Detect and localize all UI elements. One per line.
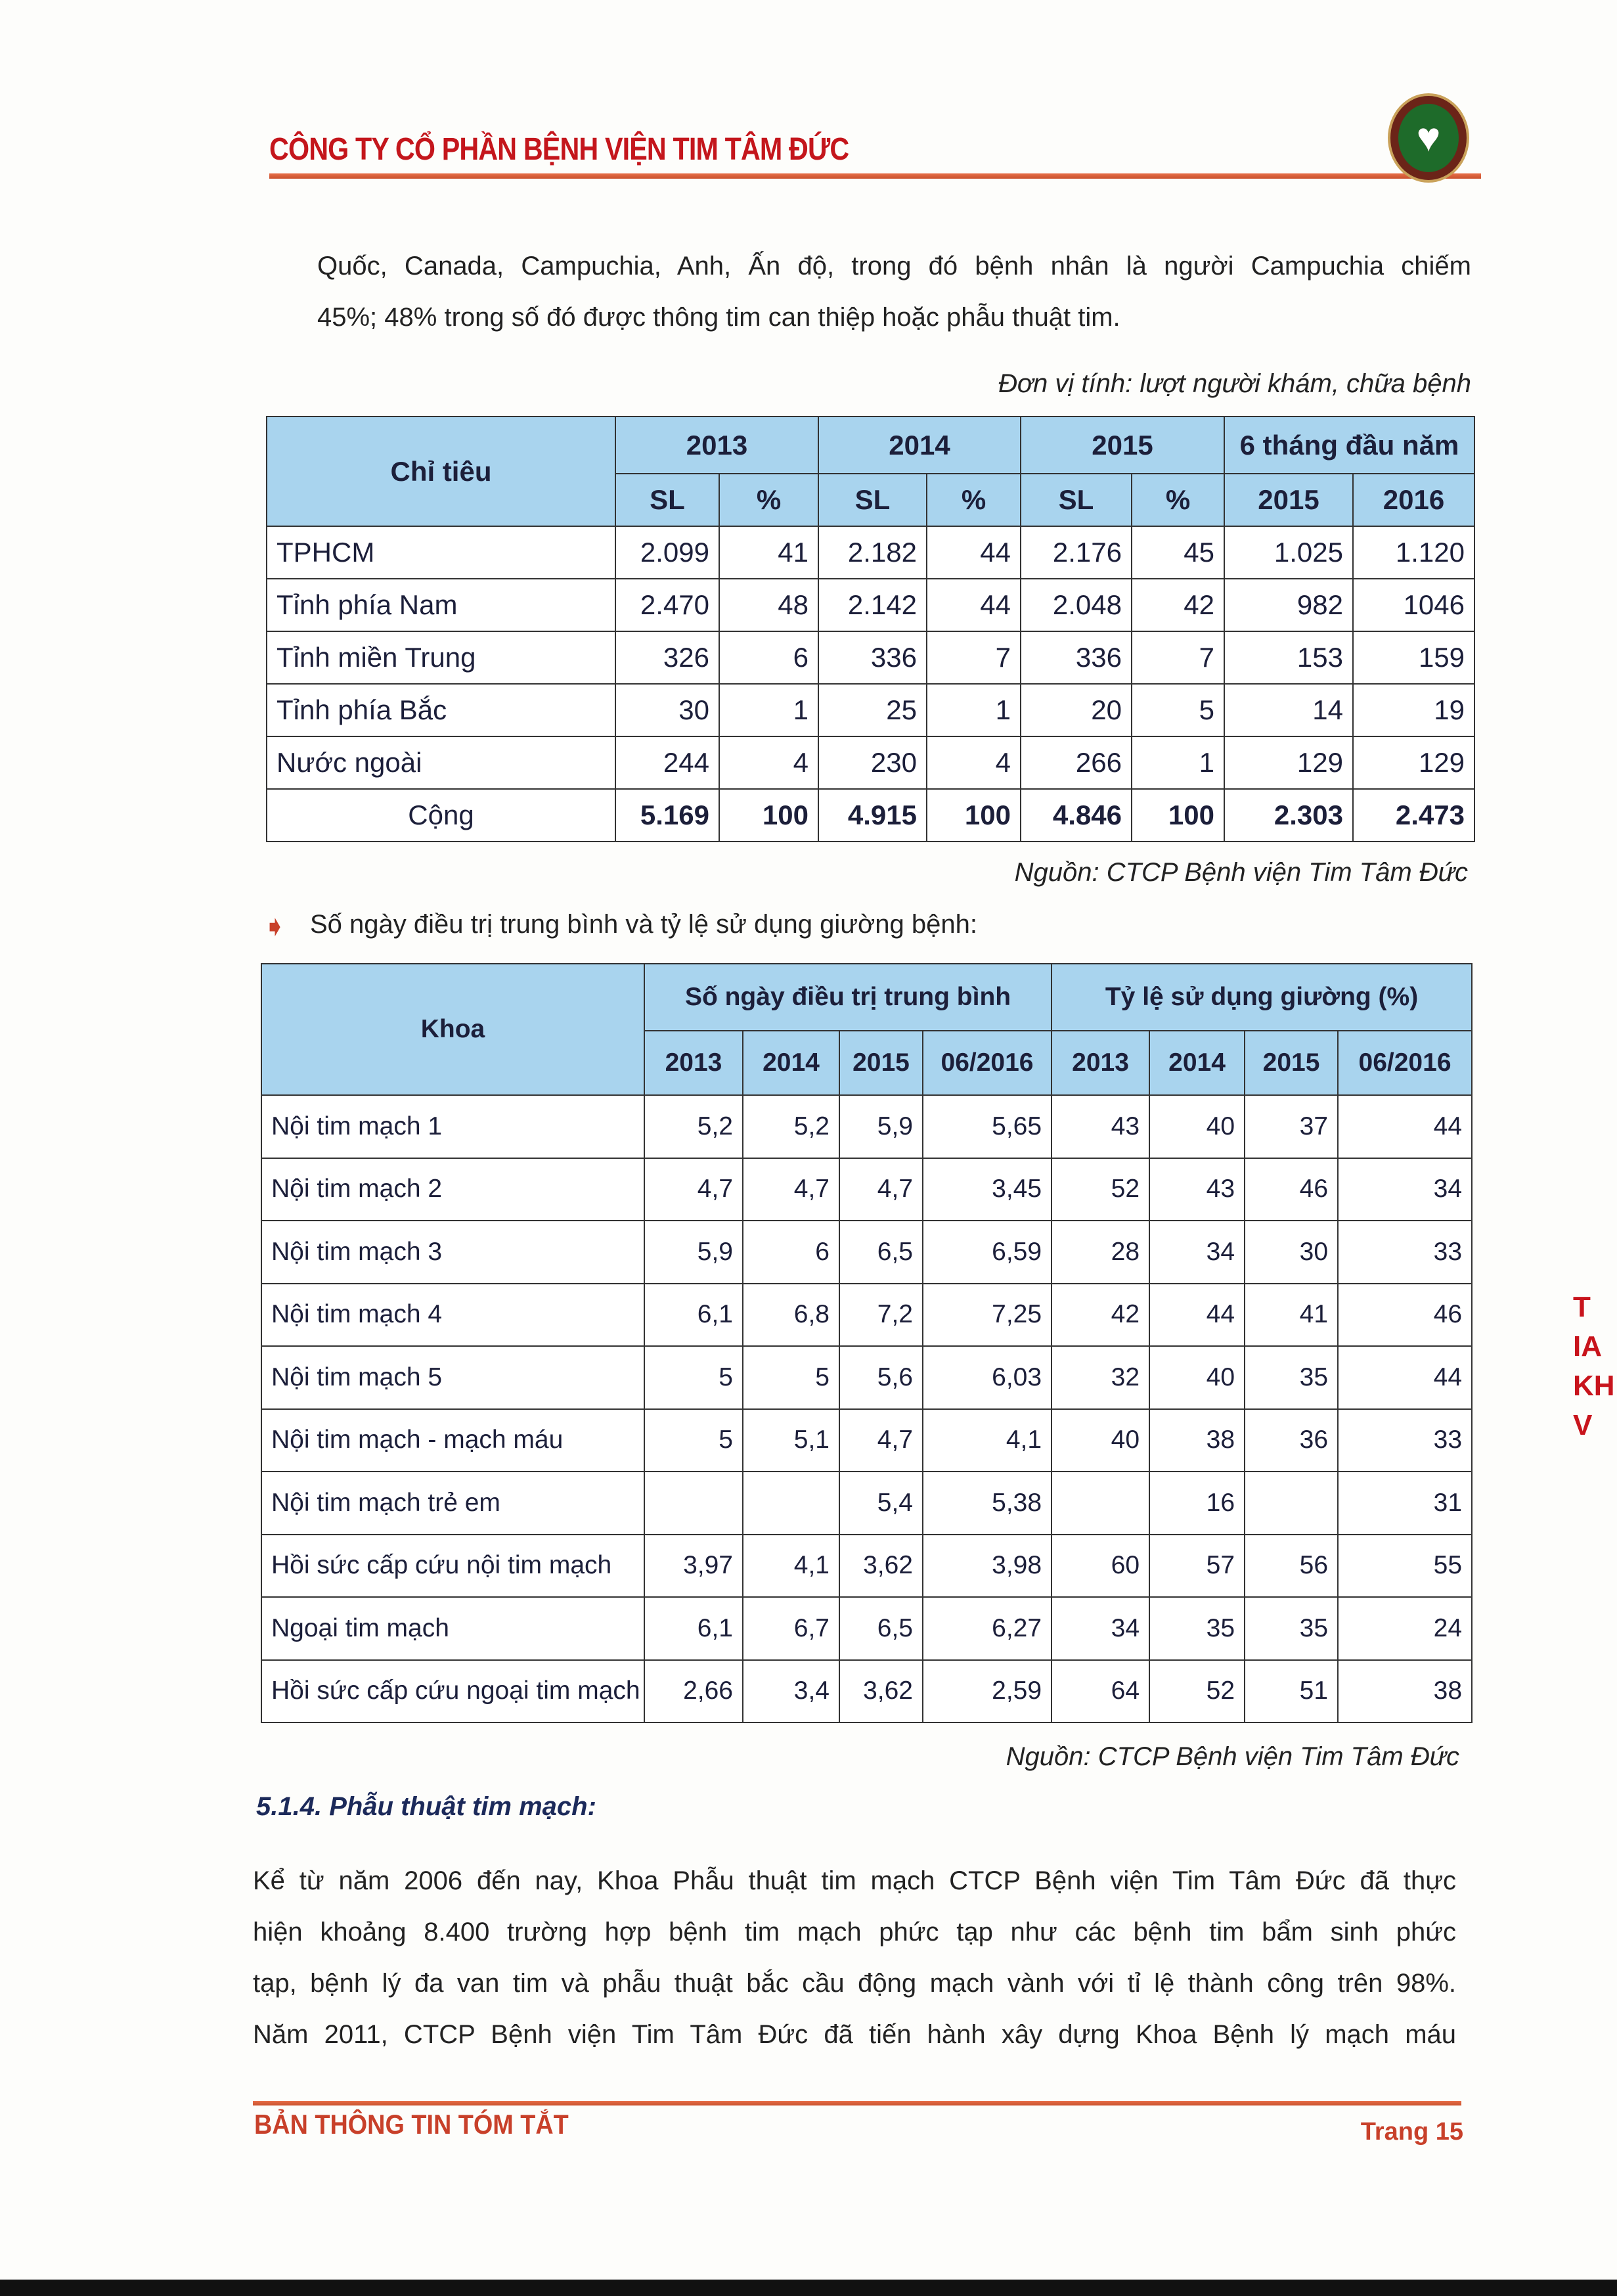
table-row <box>261 1535 1472 1598</box>
table-cell: 52 <box>1052 1158 1149 1221</box>
table-row <box>267 684 1474 736</box>
table-cell: 43 <box>1052 1095 1149 1158</box>
table-cell: 1.025 <box>1224 526 1353 579</box>
col-header-period: 06/2016 <box>923 1031 1052 1095</box>
table-cell: 35 <box>1245 1346 1338 1409</box>
row-label: Nội tim mạch 1 <box>261 1095 644 1158</box>
red-stamp-fragment <box>1573 1288 1617 1524</box>
row-label: Ngoại tim mạch <box>261 1597 644 1660</box>
table-cell: 2.470 <box>615 579 719 631</box>
table-cell: 5 <box>644 1346 743 1409</box>
table-cell: 43 <box>1149 1158 1245 1221</box>
stamp-text: KH <box>1573 1370 1615 1402</box>
table-cell: 42 <box>1132 579 1224 631</box>
table-row <box>267 789 1474 842</box>
col-header-chi-tieu: Chỉ tiêu <box>267 416 615 526</box>
col-header-period: 2015 <box>839 1031 923 1095</box>
table-cell: 34 <box>1052 1597 1149 1660</box>
table-cell: 6 <box>743 1221 839 1284</box>
table-cell: 3,97 <box>644 1535 743 1598</box>
col-header-period: 2013 <box>1052 1031 1149 1095</box>
table-cell: 40 <box>1149 1095 1245 1158</box>
table-cell: 44 <box>927 526 1021 579</box>
table-cell: 100 <box>719 789 818 842</box>
table-cell: 3,4 <box>743 1660 839 1723</box>
table-cell: 4 <box>719 736 818 789</box>
table-cell: 2,66 <box>644 1660 743 1723</box>
intro-paragraph <box>317 240 1471 343</box>
table-row <box>261 1158 1472 1221</box>
table-row <box>267 526 1474 579</box>
table-row <box>261 1221 1472 1284</box>
table-cell: 6,59 <box>923 1221 1052 1284</box>
table-cell: 6 <box>719 631 818 684</box>
col-header-half-2016: 2016 <box>1353 474 1474 526</box>
table-cell: 5 <box>743 1346 839 1409</box>
table-cell: 14 <box>1224 684 1353 736</box>
table-cell: 2,59 <box>923 1660 1052 1723</box>
stamp-text: T <box>1573 1291 1591 1323</box>
table-cell: 5,9 <box>839 1095 923 1158</box>
table-cell: 46 <box>1338 1284 1472 1347</box>
col-header-year: 2013 <box>615 416 818 474</box>
table-cell: 33 <box>1338 1409 1472 1472</box>
col-header-year: 2014 <box>818 416 1021 474</box>
table-cell: 3,98 <box>923 1535 1052 1598</box>
table-cell <box>743 1472 839 1535</box>
table-cell: 4 <box>927 736 1021 789</box>
table-cell: 46 <box>1245 1158 1338 1221</box>
table-cell: 1 <box>927 684 1021 736</box>
row-label: TPHCM <box>267 526 615 579</box>
table-cell <box>1052 1472 1149 1535</box>
table-cell: 35 <box>1245 1597 1338 1660</box>
table-cell: 45 <box>1132 526 1224 579</box>
table-cell: 51 <box>1245 1660 1338 1723</box>
table1-source: Nguồn: CTCP Bệnh viện Tim Tâm Đức <box>1014 858 1468 887</box>
row-label: Tỉnh phía Nam <box>267 579 615 631</box>
table-cell: 40 <box>1052 1409 1149 1472</box>
row-label: Hồi sức cấp cứu nội tim mạch <box>261 1535 644 1598</box>
table-cell: 7,2 <box>839 1284 923 1347</box>
table-cell: 30 <box>615 684 719 736</box>
row-label: Nội tim mạch 4 <box>261 1284 644 1347</box>
table-cell: 44 <box>1338 1095 1472 1158</box>
table-cell: 2.303 <box>1224 789 1353 842</box>
table2-source: Nguồn: CTCP Bệnh viện Tim Tâm Đức <box>1006 1742 1459 1771</box>
table-cell: 5,4 <box>839 1472 923 1535</box>
col-header-khoa: Khoa <box>261 964 644 1095</box>
table-cell: 6,8 <box>743 1284 839 1347</box>
col-header-bed-usage: Tỷ lệ sử dụng giường (%) <box>1052 964 1472 1031</box>
footer-rule <box>253 2101 1461 2105</box>
table-cell: 4,1 <box>743 1535 839 1598</box>
row-label: Tỉnh phía Bắc <box>267 684 615 736</box>
table-cell: 2.182 <box>818 526 927 579</box>
table-cell: 41 <box>719 526 818 579</box>
table-cell: 159 <box>1353 631 1474 684</box>
table-cell: 1 <box>719 684 818 736</box>
col-header-period: 2014 <box>1149 1031 1245 1095</box>
col-header-year: 2015 <box>1021 416 1224 474</box>
col-header-pct: % <box>1132 474 1224 526</box>
table-cell: 42 <box>1052 1284 1149 1347</box>
table-cell: 24 <box>1338 1597 1472 1660</box>
table-cell: 6,5 <box>839 1597 923 1660</box>
bullet-arrow-icon: ➧ <box>263 911 287 943</box>
table-cell: 4,7 <box>839 1158 923 1221</box>
table-row <box>261 1660 1472 1723</box>
table-cell: 4,7 <box>839 1409 923 1472</box>
heart-logo-icon: ♥ <box>1388 93 1469 183</box>
col-header-period: 06/2016 <box>1338 1031 1472 1095</box>
table-cell: 336 <box>1021 631 1132 684</box>
table-cell: 38 <box>1149 1409 1245 1472</box>
table-cell: 5,1 <box>743 1409 839 1472</box>
table-cell: 5 <box>1132 684 1224 736</box>
stamp-text: IA <box>1573 1330 1602 1362</box>
col-header-treatment-days: Số ngày điều trị trung bình <box>644 964 1052 1031</box>
table-cell: 1046 <box>1353 579 1474 631</box>
table-row <box>261 1409 1472 1472</box>
col-header-half-year: 6 tháng đầu năm <box>1224 416 1474 474</box>
row-label: Nội tim mạch 3 <box>261 1221 644 1284</box>
section-line: hiện khoảng 8.400 trường hợp bệnh tim mạch phức tạp như các bệnh tim bẩm sinh phức <box>253 1918 1456 1947</box>
table-cell: 56 <box>1245 1535 1338 1598</box>
row-label: Nội tim mạch - mạch máu <box>261 1409 644 1472</box>
table-cell: 266 <box>1021 736 1132 789</box>
table-cell: 44 <box>1149 1284 1245 1347</box>
section-line: tạp, bệnh lý đa van tim và phẫu thuật bắc cầu động mạch vành với tỉ lệ thành công trên 98%. <box>253 1969 1456 1998</box>
table-cell: 4.915 <box>818 789 927 842</box>
row-label: Nội tim mạch trẻ em <box>261 1472 644 1535</box>
table-cell: 37 <box>1245 1095 1338 1158</box>
table-row <box>267 631 1474 684</box>
table-cell: 4,7 <box>644 1158 743 1221</box>
section-line: Kể từ năm 2006 đến nay, Khoa Phẫu thuật tim mạch CTCP Bệnh viện Tim Tâm Đức đã thực <box>253 1866 1456 1895</box>
header-rule <box>269 173 1481 179</box>
table-cell: 6,7 <box>743 1597 839 1660</box>
table-cell: 6,1 <box>644 1597 743 1660</box>
table-cell: 7,25 <box>923 1284 1052 1347</box>
table-cell <box>644 1472 743 1535</box>
col-header-sl: SL <box>1021 474 1132 526</box>
bullet-heading: Số ngày điều trị trung bình và tỷ lệ sử dụng giường bệnh: <box>310 910 977 939</box>
table-cell: 5,65 <box>923 1095 1052 1158</box>
row-label: Nội tim mạch 2 <box>261 1158 644 1221</box>
table-cell: 52 <box>1149 1660 1245 1723</box>
table-cell: 44 <box>1338 1346 1472 1409</box>
table-row <box>261 1346 1472 1409</box>
table-cell: 36 <box>1245 1409 1338 1472</box>
section-heading: 5.1.4. Phẫu thuật tim mạch: <box>256 1792 596 1821</box>
table-cell: 33 <box>1338 1221 1472 1284</box>
table-cell: 25 <box>818 684 927 736</box>
section-paragraph <box>253 1855 1456 2060</box>
table-cell: 16 <box>1149 1472 1245 1535</box>
table-cell: 5.169 <box>615 789 719 842</box>
table-cell: 48 <box>719 579 818 631</box>
company-header-title: CÔNG TY CỔ PHẦN BỆNH VIỆN TIM TÂM ĐỨC <box>269 132 849 167</box>
table-cell: 6,5 <box>839 1221 923 1284</box>
table-cell: 230 <box>818 736 927 789</box>
table-cell: 5,9 <box>644 1221 743 1284</box>
table-cell: 4,7 <box>743 1158 839 1221</box>
unit-note: Đơn vị tính: lượt người khám, chữa bệnh <box>998 369 1471 398</box>
stamp-text: V <box>1573 1409 1593 1441</box>
table-cell: 100 <box>1132 789 1224 842</box>
table-cell: 55 <box>1338 1535 1472 1598</box>
table-cell: 60 <box>1052 1535 1149 1598</box>
table-cell: 129 <box>1224 736 1353 789</box>
table-cell: 982 <box>1224 579 1353 631</box>
table-cell: 129 <box>1353 736 1474 789</box>
row-label: Tỉnh miền Trung <box>267 631 615 684</box>
table-cell: 34 <box>1149 1221 1245 1284</box>
table-cell: 1.120 <box>1353 526 1474 579</box>
table-cell: 30 <box>1245 1221 1338 1284</box>
table-cell: 40 <box>1149 1346 1245 1409</box>
table-cell: 5,38 <box>923 1472 1052 1535</box>
table-cell: 3,45 <box>923 1158 1052 1221</box>
table-cell: 5 <box>644 1409 743 1472</box>
table-cell: 2.048 <box>1021 579 1132 631</box>
table-cell: 7 <box>1132 631 1224 684</box>
table-row <box>261 1095 1472 1158</box>
table-cell: 5,6 <box>839 1346 923 1409</box>
table-cell: 41 <box>1245 1284 1338 1347</box>
table-cell: 35 <box>1149 1597 1245 1660</box>
table-cell: 34 <box>1338 1158 1472 1221</box>
page-number: Trang 15 <box>1360 2118 1463 2146</box>
col-header-sl: SL <box>818 474 927 526</box>
table-cell: 5,2 <box>644 1095 743 1158</box>
table-cell: 100 <box>927 789 1021 842</box>
table-cell: 1 <box>1132 736 1224 789</box>
intro-line: 45%; 48% trong số đó được thông tim can thiệp hoặc phẫu thuật tim. <box>317 303 1120 332</box>
table-row <box>267 736 1474 789</box>
table-cell: 32 <box>1052 1346 1149 1409</box>
table-cell: 2.142 <box>818 579 927 631</box>
table-cell: 64 <box>1052 1660 1149 1723</box>
table-cell: 6,1 <box>644 1284 743 1347</box>
table-row <box>267 579 1474 631</box>
intro-line: Quốc, Canada, Campuchia, Anh, Ấn độ, trong đó bệnh nhân là người Campuchia chiếm <box>317 252 1471 281</box>
col-header-period: 2015 <box>1245 1031 1338 1095</box>
table-cell: 19 <box>1353 684 1474 736</box>
table-cell: 4,1 <box>923 1409 1052 1472</box>
treatment-days-bed-usage-table <box>261 963 1473 1723</box>
table-row <box>261 1284 1472 1347</box>
section-line: Năm 2011, CTCP Bệnh viện Tim Tâm Đức đã tiến hành xây dựng Khoa Bệnh lý mạch máu <box>253 2020 1456 2049</box>
scan-edge-bar <box>0 2280 1617 2296</box>
col-header-period: 2013 <box>644 1031 743 1095</box>
table-row <box>261 1472 1472 1535</box>
table-cell: 44 <box>927 579 1021 631</box>
col-header-pct: % <box>719 474 818 526</box>
table-cell: 2.176 <box>1021 526 1132 579</box>
table-row <box>261 1597 1472 1660</box>
table-cell: 31 <box>1338 1472 1472 1535</box>
col-header-pct: % <box>927 474 1021 526</box>
table-cell: 4.846 <box>1021 789 1132 842</box>
table-cell: 2.473 <box>1353 789 1474 842</box>
table-cell: 20 <box>1021 684 1132 736</box>
table-cell: 57 <box>1149 1535 1245 1598</box>
table-cell: 6,27 <box>923 1597 1052 1660</box>
row-label: Cộng <box>267 789 615 842</box>
row-label: Nội tim mạch 5 <box>261 1346 644 1409</box>
table-cell: 3,62 <box>839 1660 923 1723</box>
table-cell: 6,03 <box>923 1346 1052 1409</box>
row-label: Hồi sức cấp cứu ngoại tim mạch <box>261 1660 644 1723</box>
table-cell: 2.099 <box>615 526 719 579</box>
col-header-period: 2014 <box>743 1031 839 1095</box>
table-cell: 28 <box>1052 1221 1149 1284</box>
table-cell: 244 <box>615 736 719 789</box>
table-cell: 326 <box>615 631 719 684</box>
col-header-sl: SL <box>615 474 719 526</box>
table-cell <box>1245 1472 1338 1535</box>
patient-origin-table <box>266 416 1475 842</box>
table-cell: 3,62 <box>839 1535 923 1598</box>
col-header-half-2015: 2015 <box>1224 474 1353 526</box>
table-cell: 336 <box>818 631 927 684</box>
row-label: Nước ngoài <box>267 736 615 789</box>
table-cell: 38 <box>1338 1660 1472 1723</box>
footer-doc-title: BẢN THÔNG TIN TÓM TẮT <box>254 2109 569 2140</box>
table-cell: 153 <box>1224 631 1353 684</box>
table-cell: 7 <box>927 631 1021 684</box>
table-cell: 5,2 <box>743 1095 839 1158</box>
